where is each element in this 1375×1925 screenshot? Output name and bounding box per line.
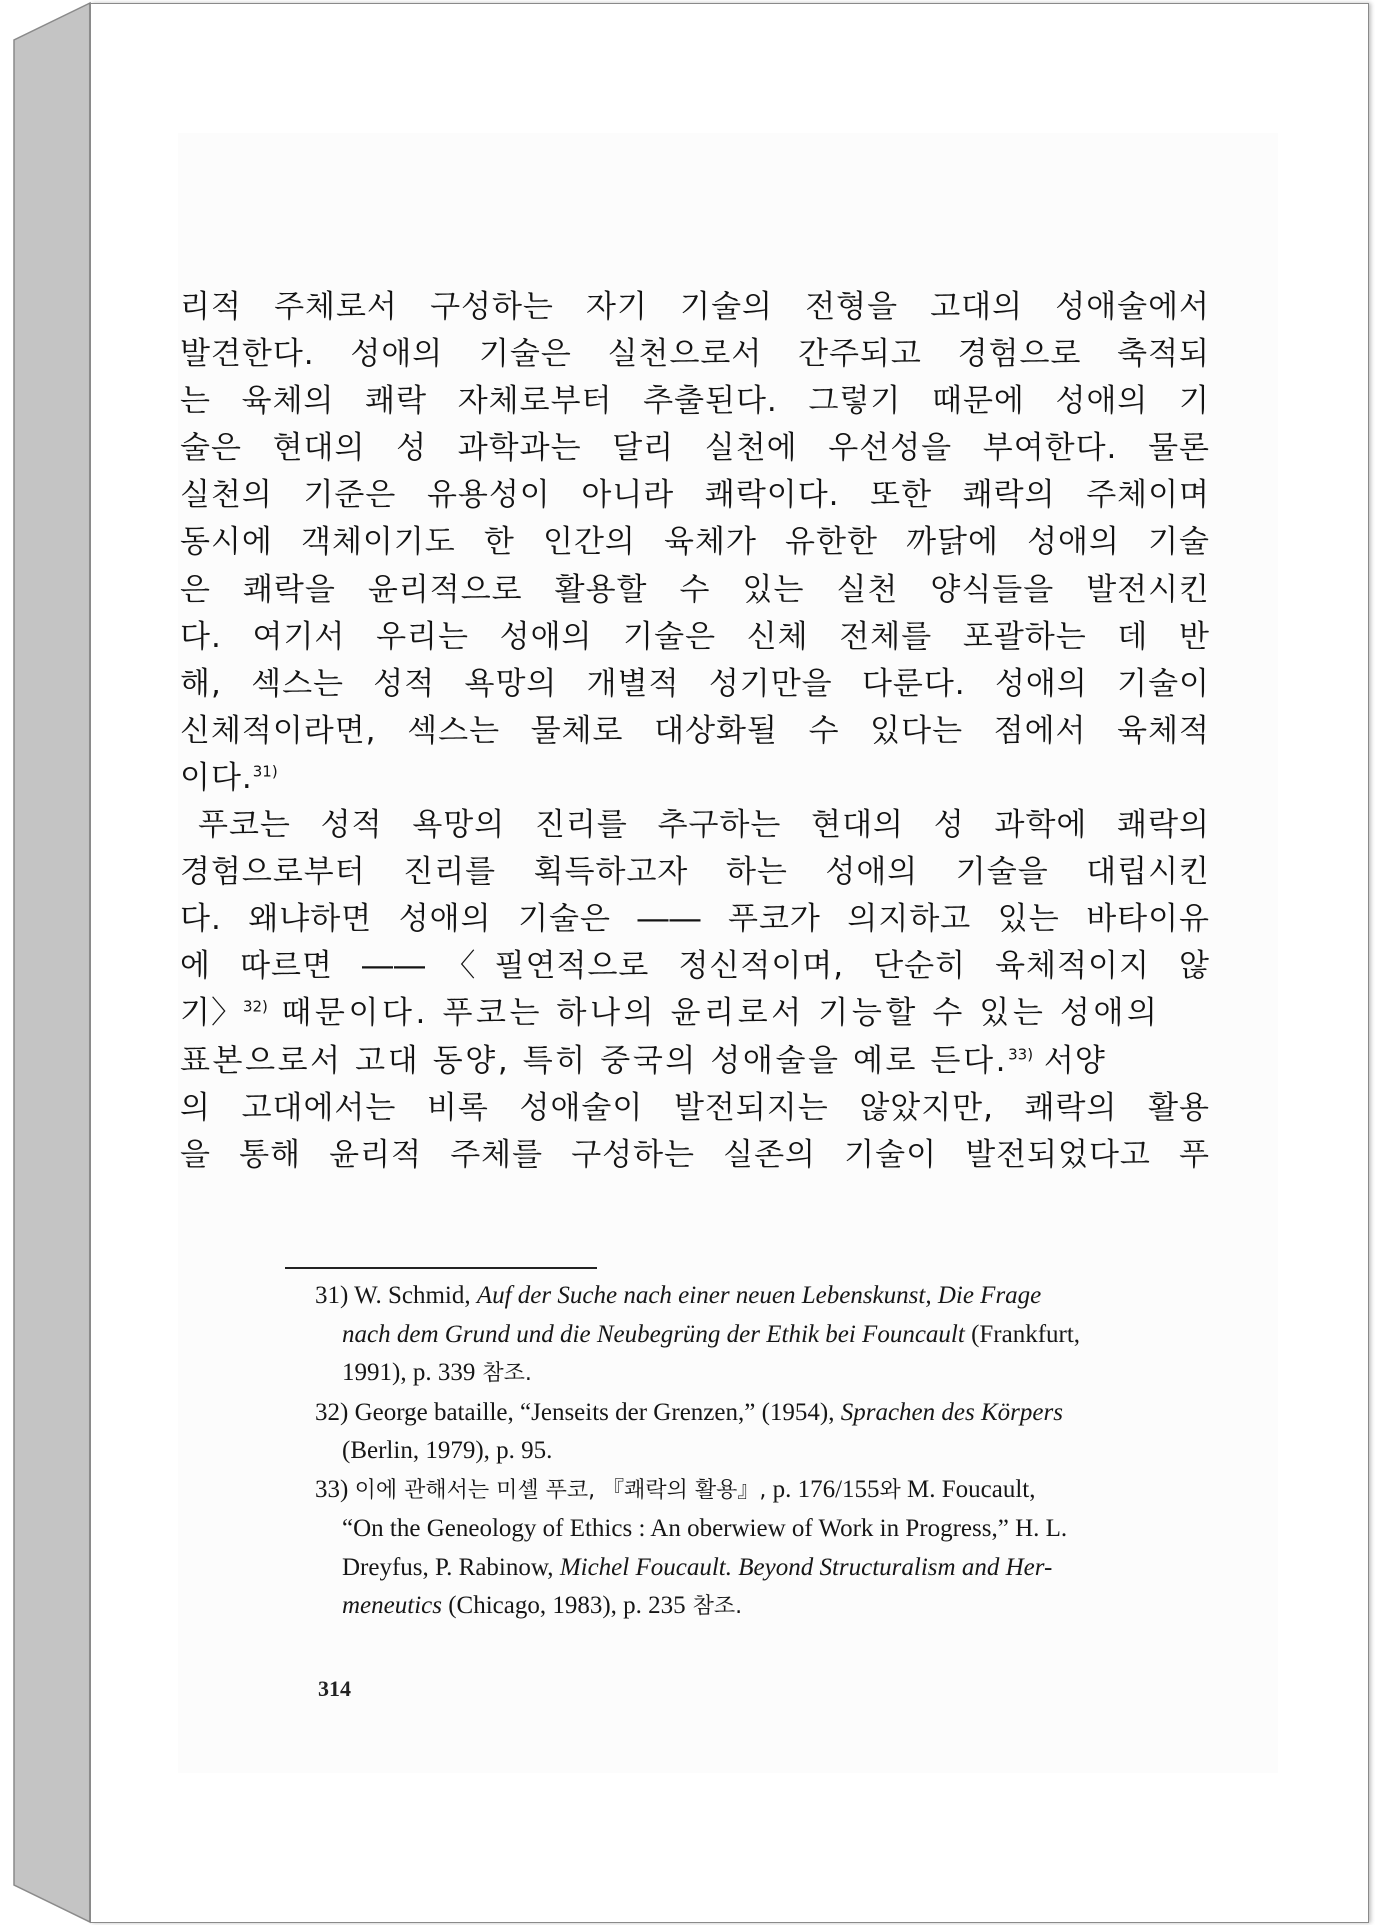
footnote-text: M. Foucault, (900, 1475, 1036, 1503)
body-line: 다. 왜냐하면 성애의 기술은 ―― 푸코가 의지하고 있는 바타이유 (180, 901, 1210, 938)
footnote-publication: 1991), p. 339 (342, 1359, 476, 1386)
body-line: 푸코는 성적 욕망의 진리를 추구하는 현대의 성 과학에 쾌락의 (198, 807, 1210, 844)
body-line-text: 이다. (180, 759, 253, 796)
footnote-text: Dreyfus, P. Rabinow, (342, 1553, 560, 1581)
footnote-number: 33) (315, 1475, 349, 1503)
footnote-number: 32) (315, 1398, 349, 1426)
footnote-marker[interactable]: 31) (252, 762, 278, 781)
footnote-line (315, 1316, 1223, 1355)
footnote-publication: (Frankfurt, (964, 1320, 1081, 1348)
body-line: 실천의 기준은 유용성이 아니라 쾌락이다. 또한 쾌락의 주체이며 (180, 477, 1210, 514)
footnote-text: p. 176/155 (766, 1475, 880, 1503)
footnote-publication: (Chicago, 1983), p. 235 (441, 1592, 686, 1619)
footnote-marker[interactable]: 32) (242, 998, 268, 1017)
body-line: 술은 현대의 성 과학과는 달리 실천에 우선성을 부여한다. 물론 (180, 430, 1210, 467)
footnote-marker[interactable]: 33) (1008, 1045, 1034, 1064)
footnote-reference: 참조. (685, 1594, 743, 1619)
body-line-text: 서양 (1033, 1042, 1106, 1079)
body-line: 의 고대에서는 비록 성애술이 발전되지는 않았지만, 쾌락의 활용 (180, 1089, 1210, 1126)
footnote-line (315, 1432, 1223, 1471)
body-line: 발견한다. 성애의 기술은 실천으로서 간주되고 경험으로 축적되 (180, 336, 1210, 373)
body-line: 해, 섹스는 성적 욕망의 개별적 성기만을 다룬다. 성애의 기술이 (180, 665, 1210, 702)
footnote-title: nach dem Grund und die Neubegrüng der Ethik bei Founcault (342, 1320, 965, 1348)
body-line: 리적 주체로서 구성하는 자기 기술의 전형을 고대의 성애술에서 (180, 289, 1210, 325)
footnote-33 (315, 1471, 1223, 1627)
body-line-text: 때문이다. 푸코는 하나의 윤리로서 기능할 수 있는 성애의 (267, 995, 1161, 1032)
body-line: 을 통해 윤리적 주체를 구성하는 실존의 기술이 발전되었다고 푸 (180, 1136, 1210, 1173)
footnote-line (315, 1277, 1223, 1316)
footnote-publication: (Berlin, 1979), p. 95. (342, 1437, 553, 1464)
footnote-reference: 참조. (475, 1361, 532, 1386)
body-line (180, 990, 1210, 1037)
body-line-text: 표본으로서 고대 동양, 특히 중국의 성애술을 예로 든다. (180, 1042, 1009, 1079)
page-number: 314 (318, 1676, 351, 1701)
footnotes (315, 1277, 1223, 1627)
footnote-line: “On the Geneology of Ethics : An oberwiew of Work in Progress,” H. L. (342, 1515, 1068, 1542)
body-text (180, 284, 1210, 1179)
book-spine (0, 0, 100, 1925)
footnote-title: Michel Foucault. Beyond Structuralism and Her- (559, 1553, 1053, 1581)
body-line: 경험으로부터 진리를 획득하고자 하는 성애의 기술을 대립시킨 (180, 854, 1210, 891)
footnote-title: Sprachen des Körpers (840, 1398, 1063, 1426)
footnote-line (315, 1587, 1223, 1627)
body-line (180, 755, 1210, 802)
footnote-author: W. Schmid, (354, 1282, 471, 1309)
body-line: 에 따르면 ――〈필연적으로 정신적이며, 단순히 육체적이지 않 (180, 948, 1210, 985)
footnote-number: 31) (315, 1282, 349, 1309)
footnote-title: Auf der Suche nach einer neuen Lebenskunst, Die Frage (476, 1282, 1042, 1309)
footnote-line (315, 1471, 1223, 1511)
footnote-32 (315, 1394, 1223, 1471)
footnote-31 (315, 1277, 1223, 1394)
footnote-title: meneutics (342, 1592, 442, 1619)
footnote-text: George bataille, “Jenseits der Grenzen,” (1954), (354, 1398, 835, 1426)
footnote-line (315, 1354, 1223, 1394)
footnote-text: 이에 관해서는 미셸 푸코, 『쾌락의 활용』, (354, 1477, 767, 1503)
body-line: 은 쾌락을 윤리적으로 활용할 수 있는 실천 양식들을 발전시킨 (180, 571, 1210, 608)
body-line: 신체적이라면, 섹스는 물체로 대상화될 수 있다는 점에서 육체적 (180, 712, 1210, 749)
body-line-text: 기〉 (180, 995, 243, 1032)
body-line: 동시에 객체이기도 한 인간의 육체가 유한한 까닭에 성애의 기술 (180, 524, 1210, 561)
body-line: 다. 여기서 우리는 성애의 기술은 신체 전체를 포괄하는 데 반 (180, 618, 1210, 655)
footnote-line (315, 1549, 1223, 1588)
footnote-line (315, 1394, 1223, 1433)
footnote-text: 와 (879, 1477, 901, 1503)
body-line: 는 육체의 쾌락 자체로부터 추출된다. 그렇기 때문에 성애의 기 (180, 383, 1210, 420)
body-line (180, 1038, 1210, 1085)
footnote-divider (285, 1267, 597, 1269)
